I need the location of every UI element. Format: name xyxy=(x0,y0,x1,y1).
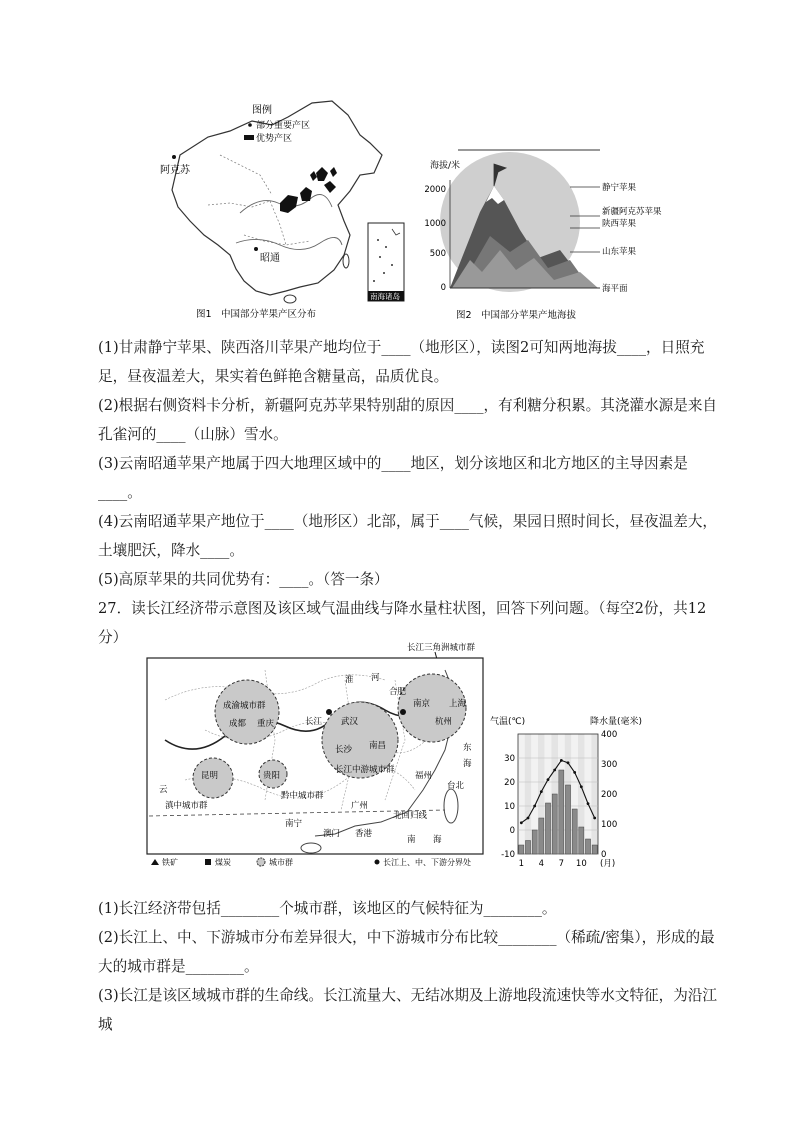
chart-stripe xyxy=(525,734,532,854)
ytick-1000: 1000 xyxy=(424,219,446,229)
hainan xyxy=(301,843,321,853)
label-nanjing: 南京 xyxy=(413,699,431,709)
temp-point xyxy=(553,769,556,772)
altitude-diagram xyxy=(420,140,670,325)
place-zhaotong: 昭通 xyxy=(260,253,280,264)
precip-tick-label: 400 xyxy=(601,730,618,740)
precip-bar xyxy=(525,841,530,855)
x-tick-label: 7 xyxy=(558,859,565,869)
q26-part4: (4)云南昭通苹果产地位于____（地形区）北部，属于____气候，果园日照时间长，昼夜温差大，土壤肥沃，降水____。 xyxy=(98,513,718,559)
taiwan-island xyxy=(343,254,349,268)
precip-bar xyxy=(519,845,524,854)
place-akesu: 阿克苏 xyxy=(160,165,190,176)
label-nan: 南 xyxy=(407,835,416,845)
precip-tick-label: 300 xyxy=(601,760,618,770)
label-taibei: 台北 xyxy=(447,781,465,791)
chart-left-label: 气温(℃) xyxy=(490,717,526,727)
legend-boundary-icon xyxy=(375,860,380,865)
precip-bar xyxy=(572,809,577,854)
taiwan xyxy=(444,789,458,823)
label-hai2: 海 xyxy=(433,835,442,845)
q27-part1: (1)长江经济带包括________个城市群，该地区的气候特征为________。 xyxy=(98,900,557,917)
label-changjiang: 长江 xyxy=(305,717,323,727)
label-yrd-group: 长江三角洲城市群 xyxy=(407,643,476,653)
x-tick-label: 1 xyxy=(518,859,525,869)
chart-plot-area xyxy=(501,730,617,869)
legend-cluster-icon xyxy=(257,858,265,866)
question-26-parts xyxy=(98,333,718,652)
cluster-chengyu xyxy=(215,680,279,744)
label-jingning: 静宁苹果 xyxy=(602,183,637,193)
temp-point xyxy=(580,785,583,788)
boundary-hukou xyxy=(400,709,406,715)
legend-item-important: 部分重要产区 xyxy=(256,121,311,131)
q26-part1: (1)甘肃静宁苹果、陕西洛川苹果产地均位于____（地形区），读图2可知两地海拔____，日照充足，昼夜温差大，果实着色鲜艳含糖量高，品质优良。 xyxy=(98,339,705,385)
temp-point xyxy=(533,805,536,808)
chart-stripe xyxy=(518,734,525,854)
label-qianzhong: 黔中城市群 xyxy=(281,791,324,801)
legend-title: 图例 xyxy=(252,105,272,116)
legend-iron-icon xyxy=(151,859,159,865)
label-chongqing: 重庆 xyxy=(257,719,275,729)
fig2-caption: 图2 中国部分苹果产地海拔 xyxy=(456,310,577,321)
label-shandong: 山东苹果 xyxy=(602,247,637,257)
label-guiyang: 贵阳 xyxy=(263,771,281,781)
label-tropic: 北回归线 xyxy=(393,811,428,821)
precip-bar xyxy=(585,839,590,854)
label-wuhan: 武汉 xyxy=(341,717,359,727)
legend-iron: 铁矿 xyxy=(162,858,178,867)
temp-tick-label: 30 xyxy=(504,754,515,764)
temp-point xyxy=(527,817,530,820)
q27-part3: (3)长江是该区域城市群的生命线。长江流量大、无结冰期及上游地段流速快等水文特征，为沿江城 xyxy=(98,987,718,1033)
q27-part2: (2)长江上、中、下游城市分布差异很大，中下游城市分布比较________（稀疏/密集），形成的最大的城市群是________。 xyxy=(98,929,715,975)
chart-stripe xyxy=(585,734,592,854)
temp-point xyxy=(593,817,596,820)
precip-bar xyxy=(539,818,544,854)
boundary-yichang xyxy=(326,709,332,715)
akesu-dot xyxy=(172,155,176,159)
legend-coal-icon xyxy=(205,859,211,865)
fig1-caption: 图1 中国部分苹果产区分布 xyxy=(196,309,317,320)
temp-point xyxy=(547,778,550,781)
x-unit-label: (月) xyxy=(600,859,616,869)
precip-tick-label: 200 xyxy=(601,790,618,800)
label-chengdu: 成都 xyxy=(229,719,247,729)
hainan-island xyxy=(284,295,296,303)
precip-bar xyxy=(532,830,537,854)
temp-point xyxy=(560,759,563,762)
label-nanning: 南宁 xyxy=(285,819,303,829)
label-xinjiang: 新疆阿克苏苹果 xyxy=(602,207,662,217)
apple-distribution-map xyxy=(160,95,405,325)
temp-point xyxy=(573,771,576,774)
level-labels xyxy=(602,182,662,294)
precip-bar xyxy=(559,770,564,854)
ytick-0: 0 xyxy=(440,283,446,293)
ytick-2000: 2000 xyxy=(424,185,446,195)
label-dianzhong: 滇中城市群 xyxy=(165,801,208,811)
legend-cluster: 城市群 xyxy=(269,858,293,867)
legend-item-dominant: 优势产区 xyxy=(256,134,293,144)
label-chengyu: 成渝城市群 xyxy=(223,701,266,711)
precip-bar xyxy=(552,794,557,854)
precip-tick-label: 0 xyxy=(601,850,607,860)
legend-dot xyxy=(248,123,252,127)
precip-bar xyxy=(592,845,597,854)
zhaotong-dot xyxy=(254,247,258,251)
temp-point xyxy=(540,790,543,793)
temp-tick-label: 10 xyxy=(504,802,515,812)
climate-chart xyxy=(490,712,645,874)
temp-point xyxy=(587,802,590,805)
label-huai: 淮 xyxy=(345,675,354,685)
label-yun: 云 xyxy=(159,785,168,795)
label-midstream: 长江中游城市群 xyxy=(335,765,395,775)
label-sea: 海平面 xyxy=(602,284,628,294)
temp-tick-label: 0 xyxy=(509,826,515,836)
label-hk: 香港 xyxy=(355,829,373,839)
label-fuzhou: 福州 xyxy=(415,771,433,781)
x-tick-label: 10 xyxy=(575,859,587,869)
label-shanghai: 上海 xyxy=(449,699,467,709)
label-hangzhou: 杭州 xyxy=(435,717,453,727)
yangtze-economic-belt-map xyxy=(145,640,490,870)
q26-part5: (5)高原苹果的共同优势有：____。（答一条） xyxy=(98,571,389,588)
legend-boundary: 长江上、中、下游分界处 xyxy=(383,858,471,867)
label-hefei: 合肥 xyxy=(389,687,407,697)
map-legend xyxy=(151,857,471,867)
fig2-ylabel: 海拔/米 xyxy=(430,161,461,171)
question-27-parts xyxy=(98,894,718,1039)
label-guangzhou: 广州 xyxy=(351,801,369,811)
chart-right-label: 降水量(毫米) xyxy=(590,717,643,727)
label-kunming: 昆明 xyxy=(201,771,219,781)
label-he: 河 xyxy=(371,673,380,683)
temp-point xyxy=(520,821,523,824)
south-sea-inset xyxy=(368,223,404,301)
label-shaanxi: 陕西苹果 xyxy=(602,219,637,229)
chart-stripe xyxy=(591,734,598,854)
legend-coal: 煤炭 xyxy=(215,858,231,867)
label-nanchang: 南昌 xyxy=(369,741,387,751)
legend-black-swatch xyxy=(244,135,254,140)
x-tick-label: 4 xyxy=(538,859,545,869)
inset-label: 南海诸岛 xyxy=(370,292,400,301)
precip-bar xyxy=(565,785,570,854)
ytick-500: 500 xyxy=(429,249,446,259)
precip-bar xyxy=(579,827,584,854)
temp-tick-label: 20 xyxy=(504,778,515,788)
q26-part2: (2)根据右侧资料卡分析，新疆阿克苏苹果特别甜的原因____，有利糖分积累。其浇灌水源是来自孔雀河的____（山脉）雪水。 xyxy=(98,397,718,443)
label-macau: 澳门 xyxy=(323,829,341,839)
q26-part3: (3)云南昭通苹果产地属于四大地理区域中的____地区，划分该地区和北方地区的主导因素是____。 xyxy=(98,455,688,501)
temp-tick-label: -10 xyxy=(501,850,515,860)
precip-tick-label: 100 xyxy=(601,820,618,830)
label-changsha: 长沙 xyxy=(335,745,353,755)
precip-bar xyxy=(545,803,550,854)
label-dong: 东 xyxy=(463,743,472,753)
q27-intro: 27．读长江经济带示意图及该区域气温曲线与降水量柱状图，回答下列问题。（每空2份，共12分） xyxy=(98,600,707,646)
label-hai: 海 xyxy=(463,759,472,769)
temp-point xyxy=(567,761,570,764)
